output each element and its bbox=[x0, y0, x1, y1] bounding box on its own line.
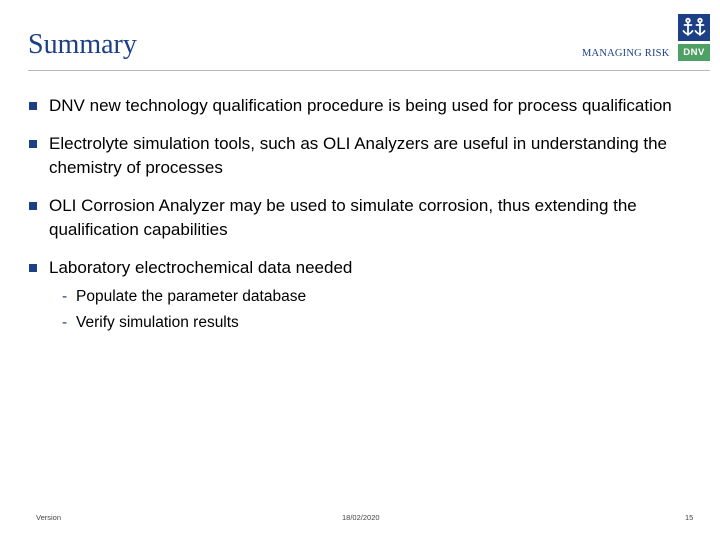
bullet-text: Laboratory electrochemical data needed bbox=[49, 258, 353, 277]
title-divider bbox=[28, 70, 710, 71]
bullet-item bbox=[28, 94, 698, 118]
bullet-item bbox=[28, 256, 698, 336]
sub-bullet-item bbox=[49, 310, 698, 336]
bullet-item bbox=[28, 194, 698, 242]
square-bullet-icon bbox=[29, 264, 37, 272]
dash-bullet-icon: - bbox=[62, 288, 68, 305]
bullet-text: Electrolyte simulation tools, such as OLI Analyzers are useful in understanding the chemistry of processes bbox=[49, 134, 668, 177]
footer-date: 18/02/2020 bbox=[342, 513, 380, 522]
footer-version: Version bbox=[36, 513, 62, 522]
dnv-logo-text: DNV bbox=[678, 44, 710, 61]
page-title: Summary bbox=[28, 29, 137, 60]
bullet-item bbox=[28, 132, 698, 180]
sub-bullet-text: Populate the parameter database bbox=[76, 288, 307, 305]
sub-bullet-list bbox=[49, 284, 698, 336]
bullet-text: OLI Corrosion Analyzer may be used to simulate corrosion, thus extending the qualification capabilities bbox=[49, 196, 637, 239]
bullet-list bbox=[28, 94, 698, 350]
anchor-icon bbox=[678, 14, 710, 41]
square-bullet-icon bbox=[29, 140, 37, 148]
footer-page-number: 15 bbox=[685, 513, 694, 522]
dash-bullet-icon: - bbox=[62, 314, 68, 331]
square-bullet-icon bbox=[29, 102, 37, 110]
bullet-text: DNV new technology qualification procedure is being used for process qualification bbox=[49, 96, 672, 115]
managing-risk-tagline: MANAGING RISK bbox=[582, 48, 670, 59]
sub-bullet-text: Verify simulation results bbox=[76, 314, 239, 331]
dnv-logo bbox=[678, 14, 710, 62]
sub-bullet-item bbox=[49, 284, 698, 310]
square-bullet-icon bbox=[29, 202, 37, 210]
